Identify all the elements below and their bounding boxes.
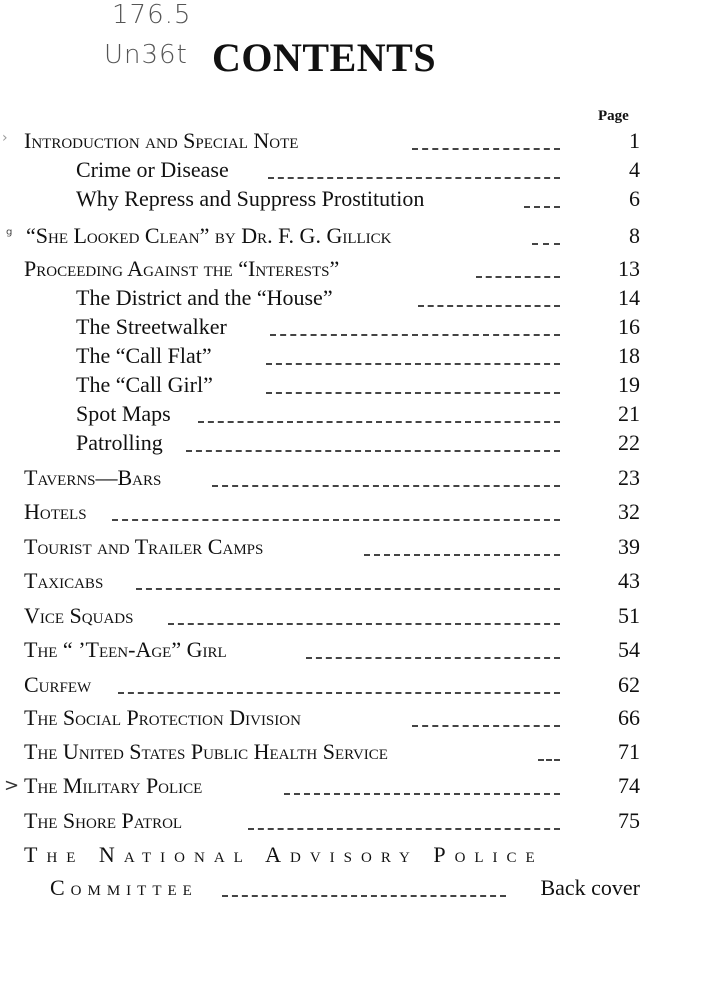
dot-leader xyxy=(212,485,560,487)
dot-leader xyxy=(222,895,506,897)
toc-entry-label: Why Repress and Suppress Prostitution xyxy=(76,186,425,211)
toc-page-number: 66 xyxy=(618,705,640,730)
toc-row xyxy=(0,223,714,253)
toc-page-number: 19 xyxy=(618,372,640,397)
toc-entry-label: The Social Protection Division xyxy=(24,705,301,730)
toc-entry-label: The United States Public Health Service xyxy=(24,739,388,764)
toc-page-number: 13 xyxy=(618,256,640,281)
toc-row xyxy=(0,256,714,286)
toc-page-number: 51 xyxy=(618,603,640,628)
toc-row xyxy=(0,739,714,769)
toc-row xyxy=(0,773,714,803)
handwritten-call-number-1: 176.5 xyxy=(112,0,192,30)
toc-page-number: 39 xyxy=(618,534,640,559)
toc-entry-label: The “Call Girl” xyxy=(76,372,213,397)
dot-leader xyxy=(418,305,560,307)
dot-leader xyxy=(306,657,560,659)
page-column-header: Page xyxy=(598,108,629,124)
toc-row xyxy=(0,808,714,838)
dot-leader xyxy=(412,148,560,150)
toc-entry-label: Crime or Disease xyxy=(76,157,229,182)
dot-leader xyxy=(112,519,560,521)
toc-entry-label-line2: Committee xyxy=(50,875,198,900)
toc-entry-label: Vice Squads xyxy=(24,603,134,628)
toc-page-number: 18 xyxy=(618,343,640,368)
toc-row xyxy=(0,343,714,373)
handwritten-call-number-2: Un36t xyxy=(104,40,188,70)
toc-page-number: 16 xyxy=(618,314,640,339)
toc-row xyxy=(0,603,714,633)
toc-page-number: 6 xyxy=(629,186,640,211)
toc-page-number: 62 xyxy=(618,672,640,697)
toc-row xyxy=(0,465,714,495)
dot-leader xyxy=(524,206,560,208)
toc-entry-label: “She Looked Clean” by Dr. F. G. Gillick xyxy=(26,223,392,248)
toc-entry-label-line1: The National Advisory Police xyxy=(24,842,544,867)
toc-row xyxy=(0,568,714,598)
toc-entry-label: Patrolling xyxy=(76,430,163,455)
toc-entry-label: The Shore Patrol xyxy=(24,808,183,833)
toc-row xyxy=(0,705,714,735)
toc-page-number: 75 xyxy=(618,808,640,833)
dot-leader xyxy=(248,828,560,830)
dot-leader xyxy=(118,692,560,694)
toc-page-number: 54 xyxy=(618,637,640,662)
margin-mark: › xyxy=(2,130,8,146)
toc-entry-label: Taverns—Bars xyxy=(24,465,162,490)
toc-page-number: 14 xyxy=(618,285,640,310)
toc-page-number: 8 xyxy=(629,223,640,248)
dot-leader xyxy=(412,725,560,727)
toc-row xyxy=(0,314,714,344)
toc-entry-label: The “Call Flat” xyxy=(76,343,212,368)
toc-row xyxy=(0,672,714,702)
dot-leader xyxy=(532,243,560,245)
toc-page-number: 22 xyxy=(618,430,640,455)
toc-entry-label: Hotels xyxy=(24,499,87,524)
dot-leader xyxy=(538,759,560,761)
dot-leader xyxy=(270,334,560,336)
toc-page-number: Back cover xyxy=(540,875,640,900)
toc-row xyxy=(0,372,714,402)
dot-leader xyxy=(168,623,560,625)
toc-row xyxy=(0,637,714,667)
dot-leader xyxy=(284,793,560,795)
toc-page-number: 74 xyxy=(618,773,640,798)
dot-leader xyxy=(268,177,560,179)
dot-leader xyxy=(136,588,560,590)
dot-leader xyxy=(266,392,560,394)
dot-leader xyxy=(364,554,560,556)
toc-row xyxy=(0,875,714,905)
margin-mark: > xyxy=(4,775,20,796)
toc-entry-label: The Military Police xyxy=(24,773,203,798)
margin-mark: ᵍ xyxy=(6,225,13,244)
toc-row xyxy=(0,842,714,872)
toc-entry-label: The District and the “House” xyxy=(76,285,333,310)
toc-entry-label: Introduction and Special Note xyxy=(24,128,299,153)
toc-row xyxy=(0,157,714,187)
toc-page-number: 32 xyxy=(618,499,640,524)
toc-row xyxy=(0,186,714,216)
toc-page-number: 21 xyxy=(618,401,640,426)
toc-row xyxy=(0,128,714,158)
toc-page-number: 23 xyxy=(618,465,640,490)
dot-leader xyxy=(186,450,560,452)
toc-entry-label: Tourist and Trailer Camps xyxy=(24,534,264,559)
toc-entry-label: Proceeding Against the “Interests” xyxy=(24,256,340,281)
toc-entry-label: Spot Maps xyxy=(76,401,171,426)
toc-page-number: 4 xyxy=(629,157,640,182)
toc-row xyxy=(0,401,714,431)
toc-row xyxy=(0,534,714,564)
toc-row xyxy=(0,285,714,315)
toc-entry-label: Curfew xyxy=(24,672,92,697)
toc-page-number: 43 xyxy=(618,568,640,593)
toc-entry-label: Taxicabs xyxy=(24,568,104,593)
toc-row xyxy=(0,499,714,529)
toc-entry-label: The Streetwalker xyxy=(76,314,227,339)
page-title: CONTENTS xyxy=(212,35,437,80)
toc-page-number: 1 xyxy=(629,128,640,153)
dot-leader xyxy=(198,421,560,423)
dot-leader xyxy=(476,276,560,278)
toc-entry-label: The “ ’Teen-Age” Girl xyxy=(24,637,227,662)
toc-row xyxy=(0,430,714,460)
dot-leader xyxy=(266,363,560,365)
toc-page-number: 71 xyxy=(618,739,640,764)
